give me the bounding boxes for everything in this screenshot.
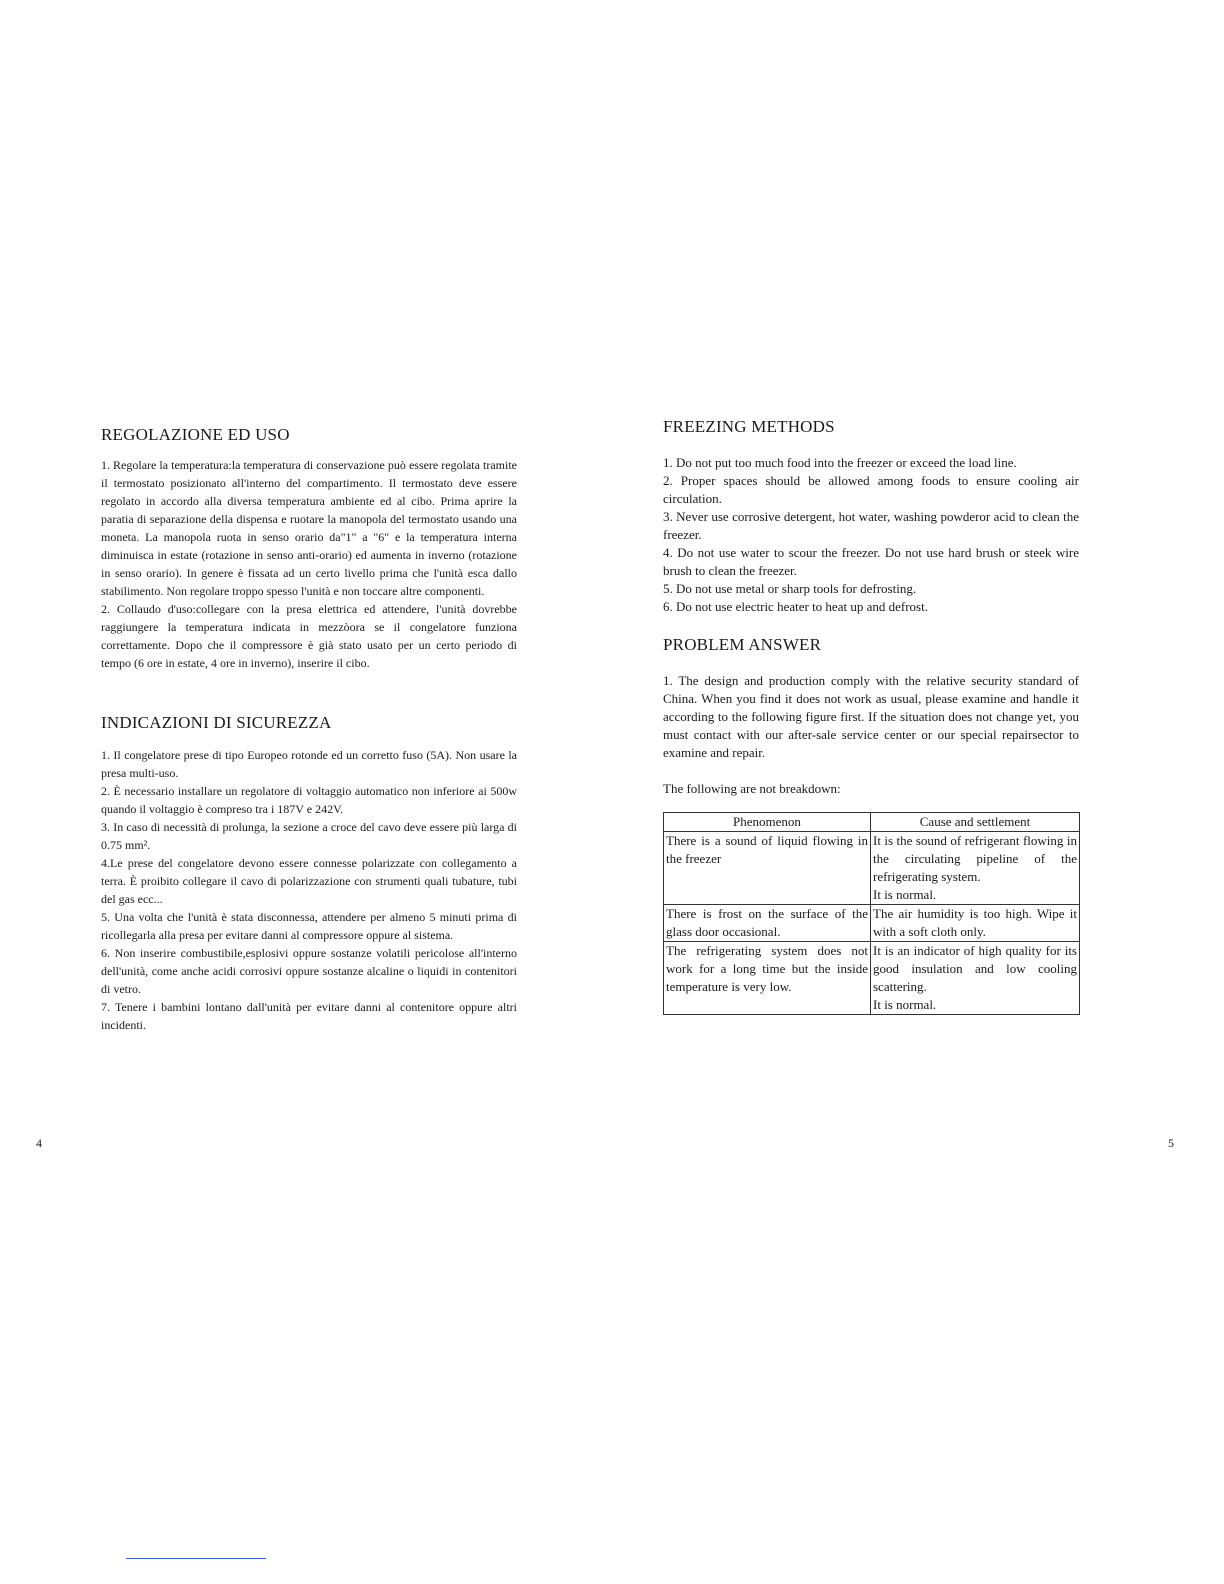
- table-row: [664, 832, 1080, 905]
- table-header-row: [664, 813, 1080, 832]
- regolazione-heading: REGOLAZIONE ED USO: [101, 425, 290, 444]
- freezing-item: 6. Do not use electric heater to heat up and defrost.: [663, 599, 928, 614]
- cause-cell: [871, 942, 1080, 1015]
- freezing-item: 3. Never use corrosive detergent, hot water, washing powderor acid to clean the freezer.: [663, 509, 1079, 542]
- problem-body: [663, 672, 1079, 798]
- sicurezza-item: 5. Una volta che l'unità è stata disconnessa, attendere per almeno 5 minuti prima di ricollegarla alla presa per evitare danni al compressore oppure al sistema.: [101, 910, 517, 942]
- table-header-phenomenon: Phenomenon: [664, 813, 871, 832]
- problem-note: The following are not breakdown:: [663, 781, 841, 796]
- freezing-item: 1. Do not put too much food into the freezer or exceed the load line.: [663, 455, 1017, 470]
- left-page-column: [101, 424, 517, 1034]
- sicurezza-item: 2. È necessario installare un regolatore di voltaggio automatico non inferiore ai 500w quando il voltaggio è compreso tra i 187V e 242V.: [101, 784, 517, 816]
- right-page-column: [663, 416, 1079, 1015]
- phenomenon-cell: The refrigerating system does not work for a long time but the inside temperature is very low.: [664, 942, 871, 1015]
- page-number-left: 4: [36, 1136, 42, 1150]
- footer-rule: [126, 1558, 266, 1559]
- phenomenon-cell: There is a sound of liquid flowing in the freezer: [664, 832, 871, 905]
- freezing-item: 4. Do not use water to scour the freezer. Do not use hard brush or steek wire brush to clean the freezer.: [663, 545, 1079, 578]
- phenomenon-cell: There is frost on the surface of the glass door occasional.: [664, 905, 871, 942]
- regolazione-paragraph: 2. Collaudo d'uso:collegare con la presa elettrica ed attendere, l'unità dovrebbe raggiungere la temperatura indicata in mezzòora se il congelatore funziona correttamente. Dopo che il compressore è già stato usato per un certo periodo di tempo (6 ore in estate, 4 ore in inverno), inserire il cibo.: [101, 602, 517, 670]
- regolazione-body: [101, 456, 517, 672]
- cause-cell: [871, 905, 1080, 942]
- regolazione-paragraph: 1. Regolare la temperatura:la temperatura di conservazione può essere regolata tramite il termostato posizionato all'interno del compartimento. Il termostato deve essere regolato in accordo alla diversa temperatura ambiente ed al cibo. Prima aprire la paratia di separazione della dispensa e ruotare la manopola del termostato usando una moneta. La manopola ruota in senso orario da"1" a "6" e la temperatura interna diminuisca in estate (rotazione in senso anti-orario) ed aumenta in inverno (rotazione in senso orario). In genere è fissata ad un certo livello prima che l'unità esca dallo stabilimento. Non regolare troppo spesso l'unità e non toccare altre componenti.: [101, 458, 517, 598]
- sicurezza-heading: INDICAZIONI DI SICUREZZA: [101, 713, 332, 732]
- problem-intro: 1. The design and production comply with the relative security standard of China. When you find it does not work as usual, please examine and handle it according to the following figure first. If the situation does not change yet, you must contact with our after-sale service center or our special repairsector to examine and repair.: [663, 673, 1079, 760]
- sicurezza-item: 1. Il congelatore prese di tipo Europeo rotonde ed un corretto fuso (5A). Non usare la presa multi-uso.: [101, 748, 517, 780]
- table-header-cause: Cause and settlement: [871, 813, 1080, 832]
- cause-text: The air humidity is too high. Wipe it with a soft cloth only.: [873, 906, 1077, 939]
- cause-extra-text: It is normal.: [873, 997, 937, 1012]
- sicurezza-item: 4.Le prese del congelatore devono essere connesse polarizzate con collegamento a terra. È proibito collegare il cavo di polarizzazione con strumenti quali tubature, tubi del gas ecc...: [101, 856, 517, 906]
- sicurezza-item: 6. Non inserire combustibile,esplosivi oppure sostanze volatili pericolose all'interno dell'unità, come anche acidi corrosivi oppure sostanze alcaline o liquidi in contenitori di vetro.: [101, 946, 517, 996]
- cause-cell: [871, 832, 1080, 905]
- freezing-body: [663, 454, 1079, 616]
- cause-text: It is the sound of refrigerant flowing in the circulating pipeline of the refrigerating system.: [873, 833, 1077, 884]
- troubleshooting-table: [663, 812, 1080, 1015]
- freezing-heading: FREEZING METHODS: [663, 417, 835, 436]
- table-row: [664, 905, 1080, 942]
- problem-heading: PROBLEM ANSWER: [663, 635, 822, 654]
- freezing-item: 5. Do not use metal or sharp tools for defrosting.: [663, 581, 917, 596]
- sicurezza-body: [101, 746, 517, 1034]
- cause-text: It is an indicator of high quality for its good insulation and low cooling scattering.: [873, 943, 1077, 994]
- freezing-item: 2. Proper spaces should be allowed among foods to ensure cooling air circulation.: [663, 473, 1079, 506]
- sicurezza-item: 7. Tenere i bambini lontano dall'unità per evitare danni al contenitore oppure altri incidenti.: [101, 1000, 517, 1032]
- page-number-right: 5: [1168, 1136, 1174, 1150]
- cause-extra-text: It is normal.: [873, 887, 937, 902]
- table-row: [664, 942, 1080, 1015]
- sicurezza-item: 3. In caso di necessità di prolunga, la sezione a croce del cavo deve essere più larga di 0.75 mm².: [101, 820, 517, 852]
